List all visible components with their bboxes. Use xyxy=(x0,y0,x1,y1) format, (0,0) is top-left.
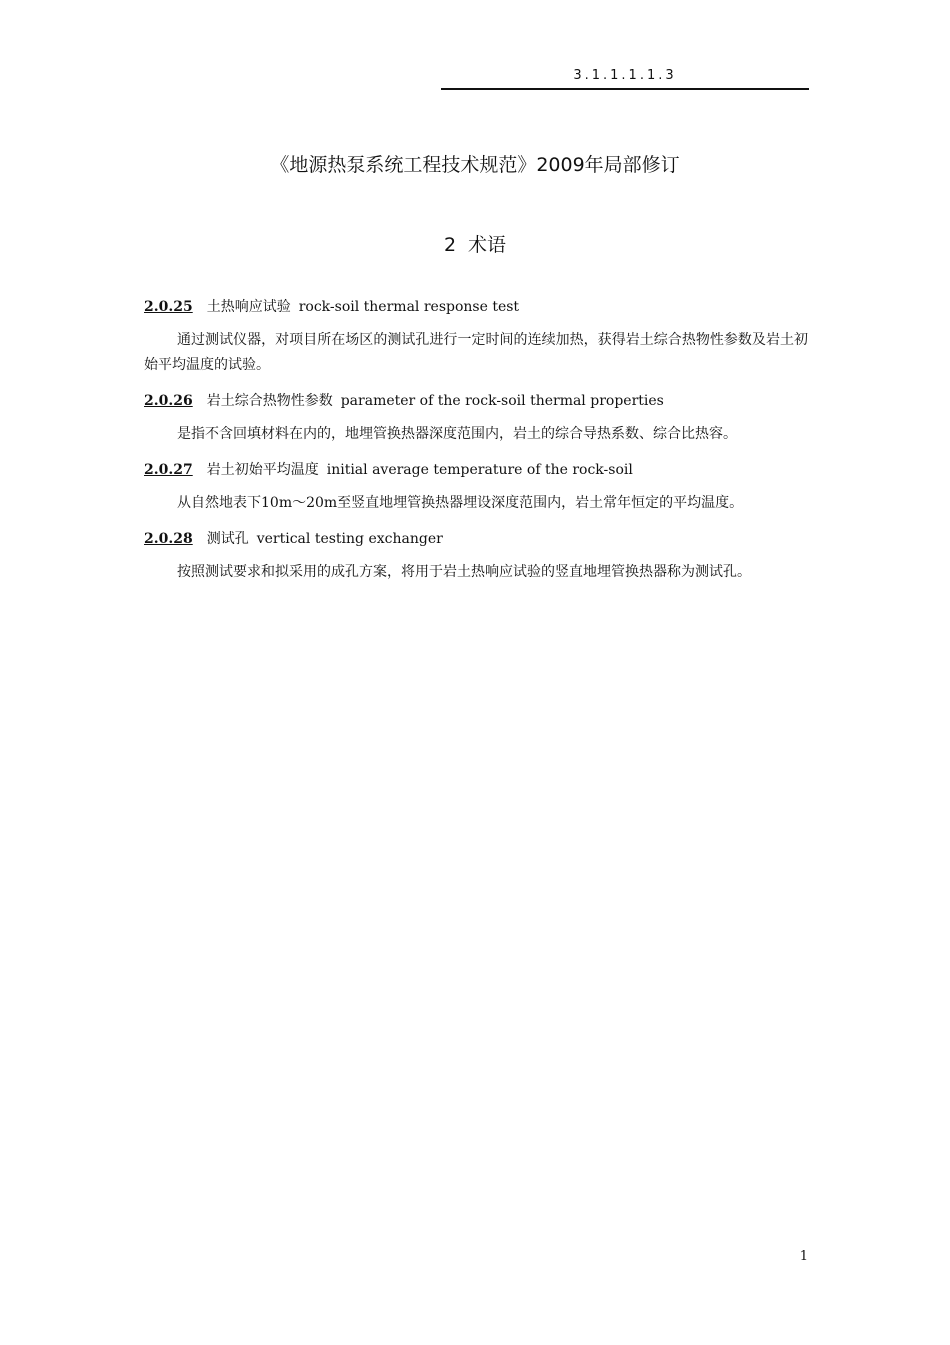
term-heading xyxy=(144,528,808,550)
term-heading xyxy=(144,296,808,318)
term-heading xyxy=(144,459,808,481)
term-chinese-name: 测试孔 xyxy=(206,531,249,547)
header-rule xyxy=(441,88,809,90)
term-chinese-name: 岩土初始平均温度 xyxy=(206,462,319,478)
term-english-name: initial average temperature of the rock-soil xyxy=(326,462,633,478)
term-definition: 是指不含回填材料在内的，地埋管换热器深度范围内，岩土的综合导热系数、综合比热容。 xyxy=(177,426,737,442)
term-definition: 按照测试要求和拟采用的成孔方案，将用于岩土热响应试验的竖直地埋管换热器称为测试孔。 xyxy=(177,564,751,580)
header-code: 3.1.1.1.1.3 xyxy=(573,68,677,83)
section-number: 2 xyxy=(443,234,457,256)
term-chinese-name: 土热响应试验 xyxy=(206,299,291,315)
term-definition: 从自然地表下10m～20m至竖直地埋管换热器埋设深度范围内，岩土常年恒定的平均温度。 xyxy=(177,495,744,511)
section-title xyxy=(0,230,950,257)
page-number: 1 xyxy=(799,1249,808,1264)
term-number: 2.0.25 xyxy=(144,299,193,315)
term-english-name: rock-soil thermal response test xyxy=(298,299,520,315)
section-name: 术语 xyxy=(468,234,507,256)
term-number: 2.0.27 xyxy=(144,462,193,478)
term-chinese-name: 岩土综合热物性参数 xyxy=(206,393,333,409)
term-number: 2.0.28 xyxy=(144,531,193,547)
term-entry xyxy=(144,390,808,447)
term-entry xyxy=(144,459,808,516)
term-english-name: vertical testing exchanger xyxy=(256,531,443,547)
term-definition: 通过测试仪器，对项目所在场区的测试孔进行一定时间的连续加热，获得岩土综合热物性参数及岩土初始平均温度的试验。 xyxy=(144,332,808,373)
term-entry xyxy=(144,528,808,585)
document-title: 《地源热泵系统工程技术规范》2009年局部修订 xyxy=(270,154,680,176)
terms-list xyxy=(144,296,808,597)
term-entry xyxy=(144,296,808,378)
term-number: 2.0.26 xyxy=(144,393,193,409)
term-heading xyxy=(144,390,808,412)
term-english-name: parameter of the rock-soil thermal properties xyxy=(340,393,664,409)
